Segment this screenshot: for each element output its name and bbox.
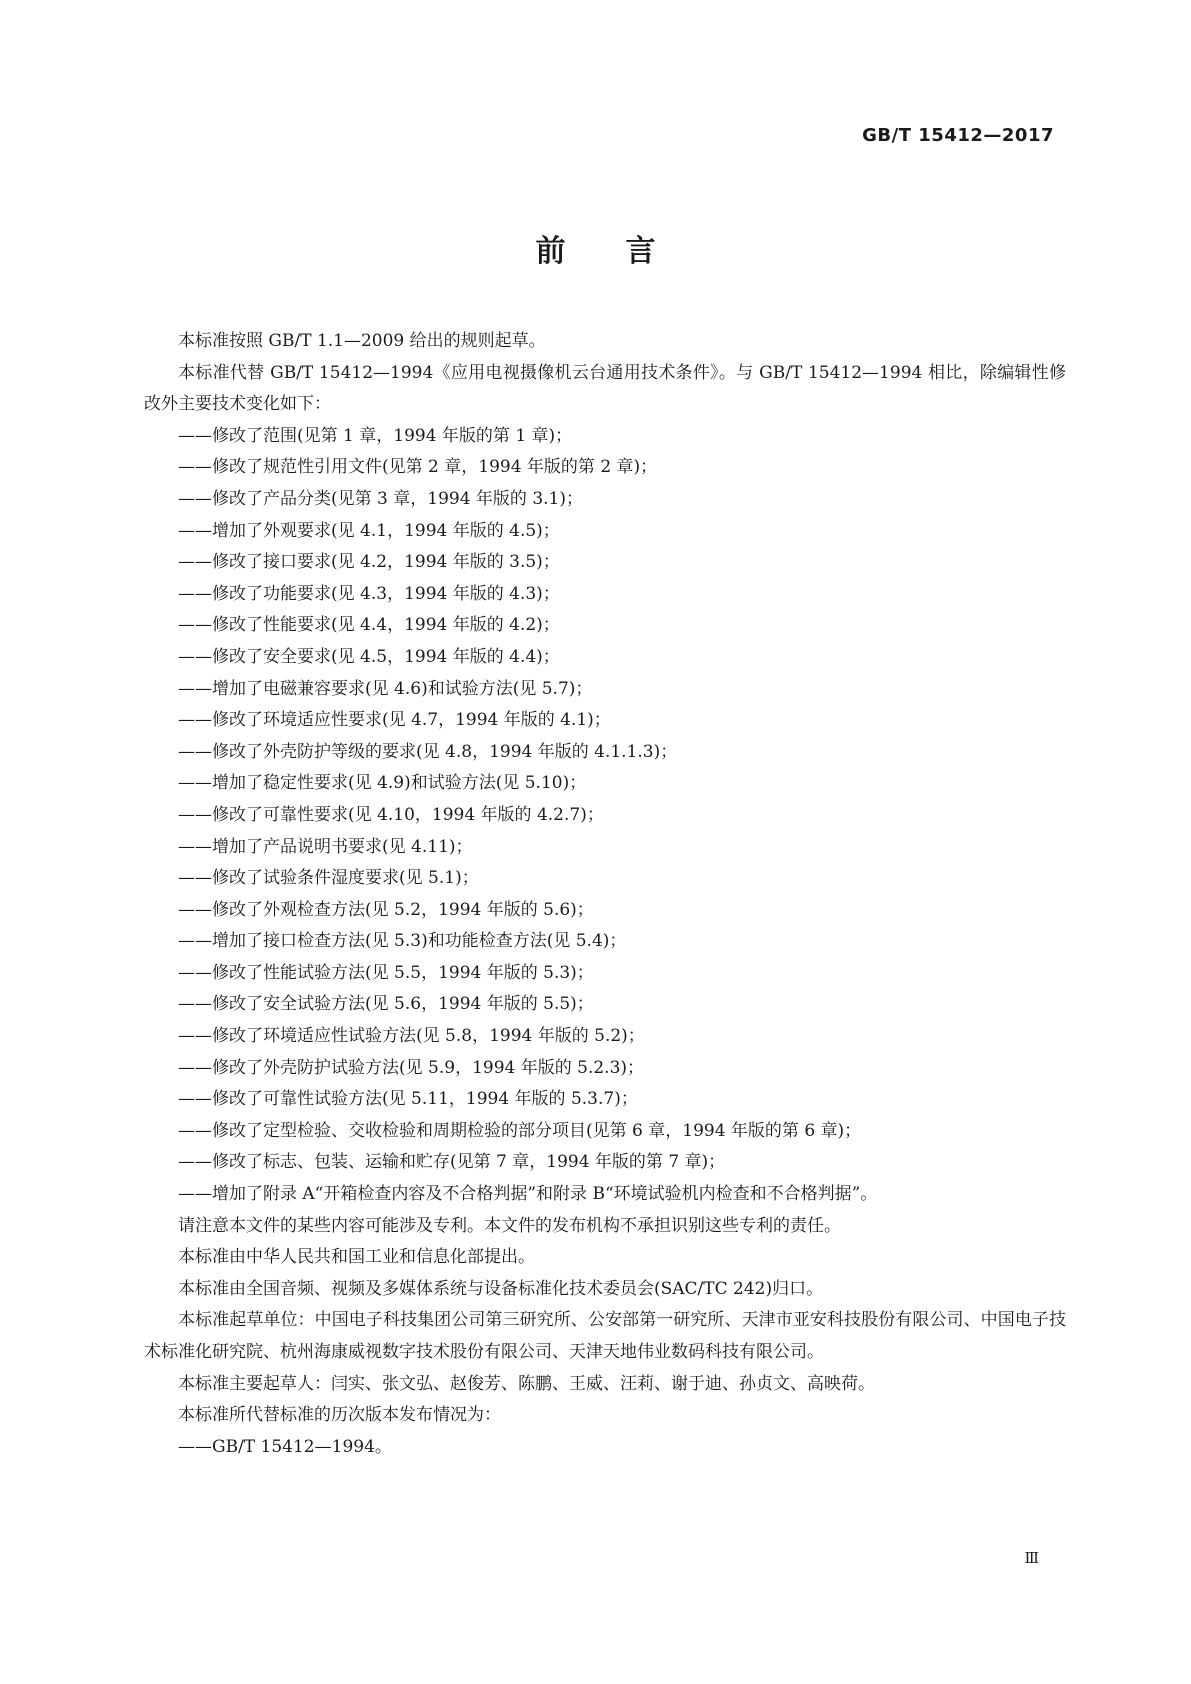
foreword-body [144,326,1066,1463]
change-item: ——增加了外观要求(见 4.1，1994 年版的 4.5)； [178,520,560,541]
change-item: ——修改了环境适应性要求(见 4.7，1994 年版的 4.1)； [178,710,611,731]
paragraph-proposer: 本标准由中华人民共和国工业和信息化部提出。 [178,1247,535,1268]
title-char-1: 前 [535,234,566,269]
change-item: ——修改了范围(见第 1 章，1994 年版的第 1 章)； [178,425,573,446]
change-item: ——增加了稳定性要求(见 4.9)和试验方法(见 5.10)； [178,773,587,794]
change-item: ——修改了安全试验方法(见 5.6，1994 年版的 5.5)； [178,994,594,1015]
change-item: ——修改了功能要求(见 4.3，1994 年版的 4.3)； [178,583,560,604]
changes-list [144,421,1066,1211]
change-item: ——增加了附录 A“开箱检查内容及不合格判据”和附录 B“环境试验机内检查和不合格判据”。 [178,1184,878,1205]
change-item: ——修改了产品分类(见第 3 章，1994 年版的 3.1)； [178,488,583,509]
change-item: ——修改了安全要求(见 4.5，1994 年版的 4.4)； [178,646,560,667]
paragraph-patent-notice: 请注意本文件的某些内容可能涉及专利。本文件的发布机构不承担识别这些专利的责任。 [178,1215,841,1236]
change-item: ——修改了性能试验方法(见 5.5，1994 年版的 5.3)； [178,962,594,983]
change-item: ——增加了接口检查方法(见 5.3)和功能检查方法(见 5.4)； [178,931,627,952]
change-item: ——修改了可靠性试验方法(见 5.11，1994 年版的 5.3.7)； [178,1089,638,1110]
change-item: ——修改了试验条件湿度要求(见 5.1)； [178,868,479,889]
change-item: ——修改了外壳防护等级的要求(见 4.8，1994 年版的 4.1.1.3)； [178,741,678,762]
change-item: ——修改了规范性引用文件(见第 2 章，1994 年版的第 2 章)； [178,457,658,478]
title-char-2: 言 [625,234,656,269]
paragraph-drafting-rules: 本标准按照 GB/T 1.1—2009 给出的规则起草。 [178,331,546,351]
change-item: ——修改了环境适应性试验方法(见 5.8，1994 年版的 5.2)； [178,1026,645,1047]
change-item: ——增加了产品说明书要求(见 4.11)； [178,836,473,857]
paragraph-drafting-units: 本标准起草单位：中国电子科技集团公司第三研究所、公安部第一研究所、天津市亚安科技股份有限公司、中国电子技术标准化研究院、杭州海康威视数字技术股份有限公司、天津天地伟业数码科技有限公司。 [144,1310,1066,1362]
change-item: ——修改了性能要求(见 4.4，1994 年版的 4.2)； [178,615,560,636]
page-number: Ⅲ [1024,1549,1039,1567]
page-title [0,226,1191,270]
change-item: ——修改了定型检验、交收检验和周期检验的部分项目(见第 6 章，1994 年版的第 6 章)； [178,1120,862,1141]
paragraph-drafters: 本标准主要起草人：闫实、张文弘、赵俊芳、陈鹏、王威、汪莉、谢于迪、孙贞文、高映荷。 [178,1373,875,1394]
version-history-item: ——GB/T 15412—1994。 [178,1436,392,1457]
change-item: ——增加了电磁兼容要求(见 4.6)和试验方法(见 5.7)； [178,678,593,699]
change-item: ——修改了接口要求(见 4.2，1994 年版的 3.5)； [178,552,560,573]
change-item: ——修改了标志、包装、运输和贮存(见第 7 章，1994 年版的第 7 章)； [178,1152,726,1173]
change-item: ——修改了可靠性要求(见 4.10，1994 年版的 4.2.7)； [178,804,604,825]
paragraph-technical-committee: 本标准由全国音频、视频及多媒体系统与设备标准化技术委员会(SAC/TC 242)归口。 [178,1278,824,1299]
change-item: ——修改了外壳防护试验方法(见 5.9，1994 年版的 5.2.3)； [178,1057,645,1078]
change-item: ——修改了外观检查方法(见 5.2，1994 年版的 5.6)； [178,899,594,920]
paragraph-replacement: 本标准代替 GB/T 15412—1994《应用电视摄像机云台通用技术条件》。与 GB/T 15412—1994 相比，除编辑性修改外主要技术变化如下： [144,362,1066,415]
standard-code: GB/T 15412—2017 [862,125,1054,146]
paragraph-version-history: 本标准所代替标准的历次版本发布情况为： [178,1405,501,1426]
